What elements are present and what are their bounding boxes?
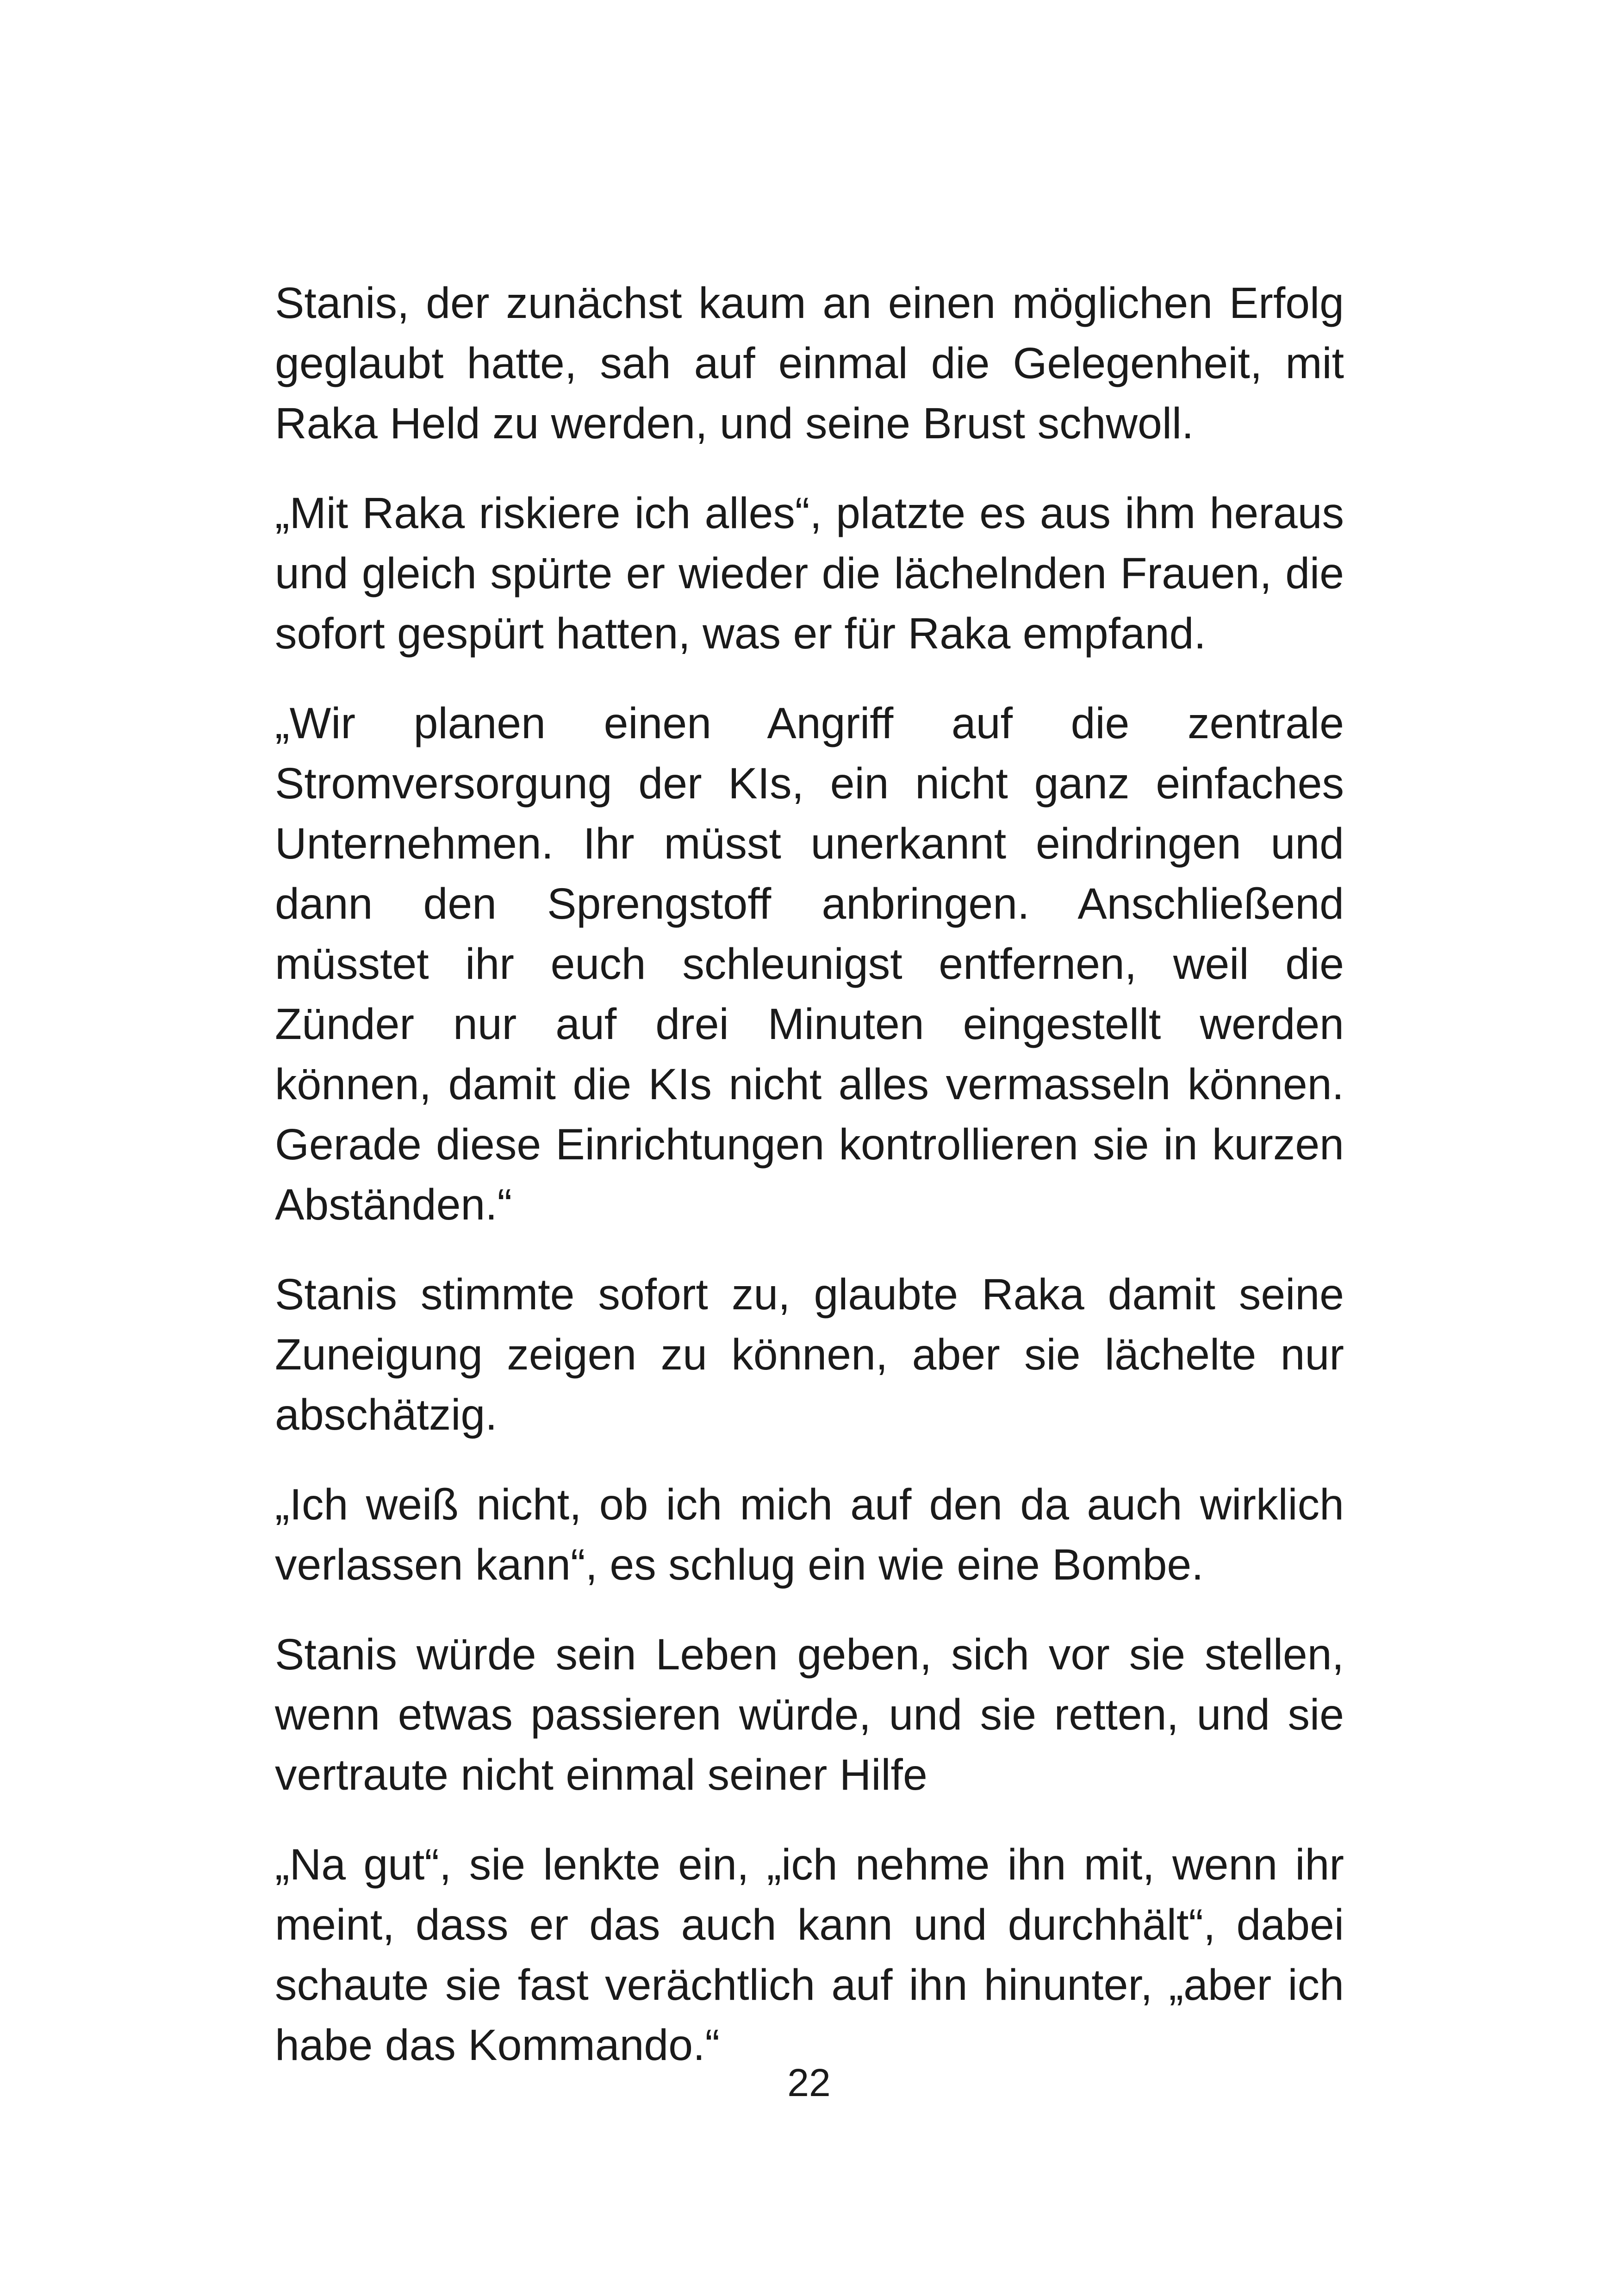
page-number: 22 xyxy=(787,2061,831,2104)
paragraph: „Na gut“, sie lenkte ein, „ich nehme ihn mit, wenn ihr meint, dass er das auch kann und durchhält“, dabei schaute sie fast verächtlich auf ihn hinunter, „aber ich habe das Kommando.“ xyxy=(275,1840,1344,2070)
paragraph: Stanis stimmte sofort zu, glaubte Raka damit seine Zuneigung zeigen zu können, aber sie lächelte nur abschätzig. xyxy=(275,1270,1344,1439)
paragraph: „Mit Raka riskiere ich alles“, platzte es aus ihm heraus und gleich spürte er wieder die lächelnden Frauen, die sofort gespürt hatten, was er für Raka empfand. xyxy=(275,489,1344,658)
paragraph: „Ich weiß nicht, ob ich mich auf den da auch wirklich verlassen kann“, es schlug ein wie eine Bombe. xyxy=(275,1480,1344,1589)
paragraph: „Wir planen einen Angriff auf die zentrale Stromversorgung der KIs, ein nicht ganz einfaches Unternehmen. Ihr müsst unerkannt eindringen und dann den Sprengstoff anbringen. Anschließend müsstet ihr euch schleunigst entfernen, weil die Zünder nur auf drei Minuten eingestellt werden können, damit die KIs nicht alles vermasseln können. Gerade diese Einrichtungen kontrollieren sie in kurzen Abständen.“ xyxy=(275,699,1344,1229)
paragraph: Stanis würde sein Leben geben, sich vor sie stellen, wenn etwas passieren würde, und sie retten, und sie vertraute nicht einmal seiner Hilfe xyxy=(275,1630,1344,1799)
body-text xyxy=(275,273,1344,2075)
paragraph: Stanis, der zunächst kaum an einen möglichen Erfolg geglaubt hatte, sah auf einmal die Gelegenheit, mit Raka Held zu werden, und seine Brust schwoll. xyxy=(275,279,1344,448)
